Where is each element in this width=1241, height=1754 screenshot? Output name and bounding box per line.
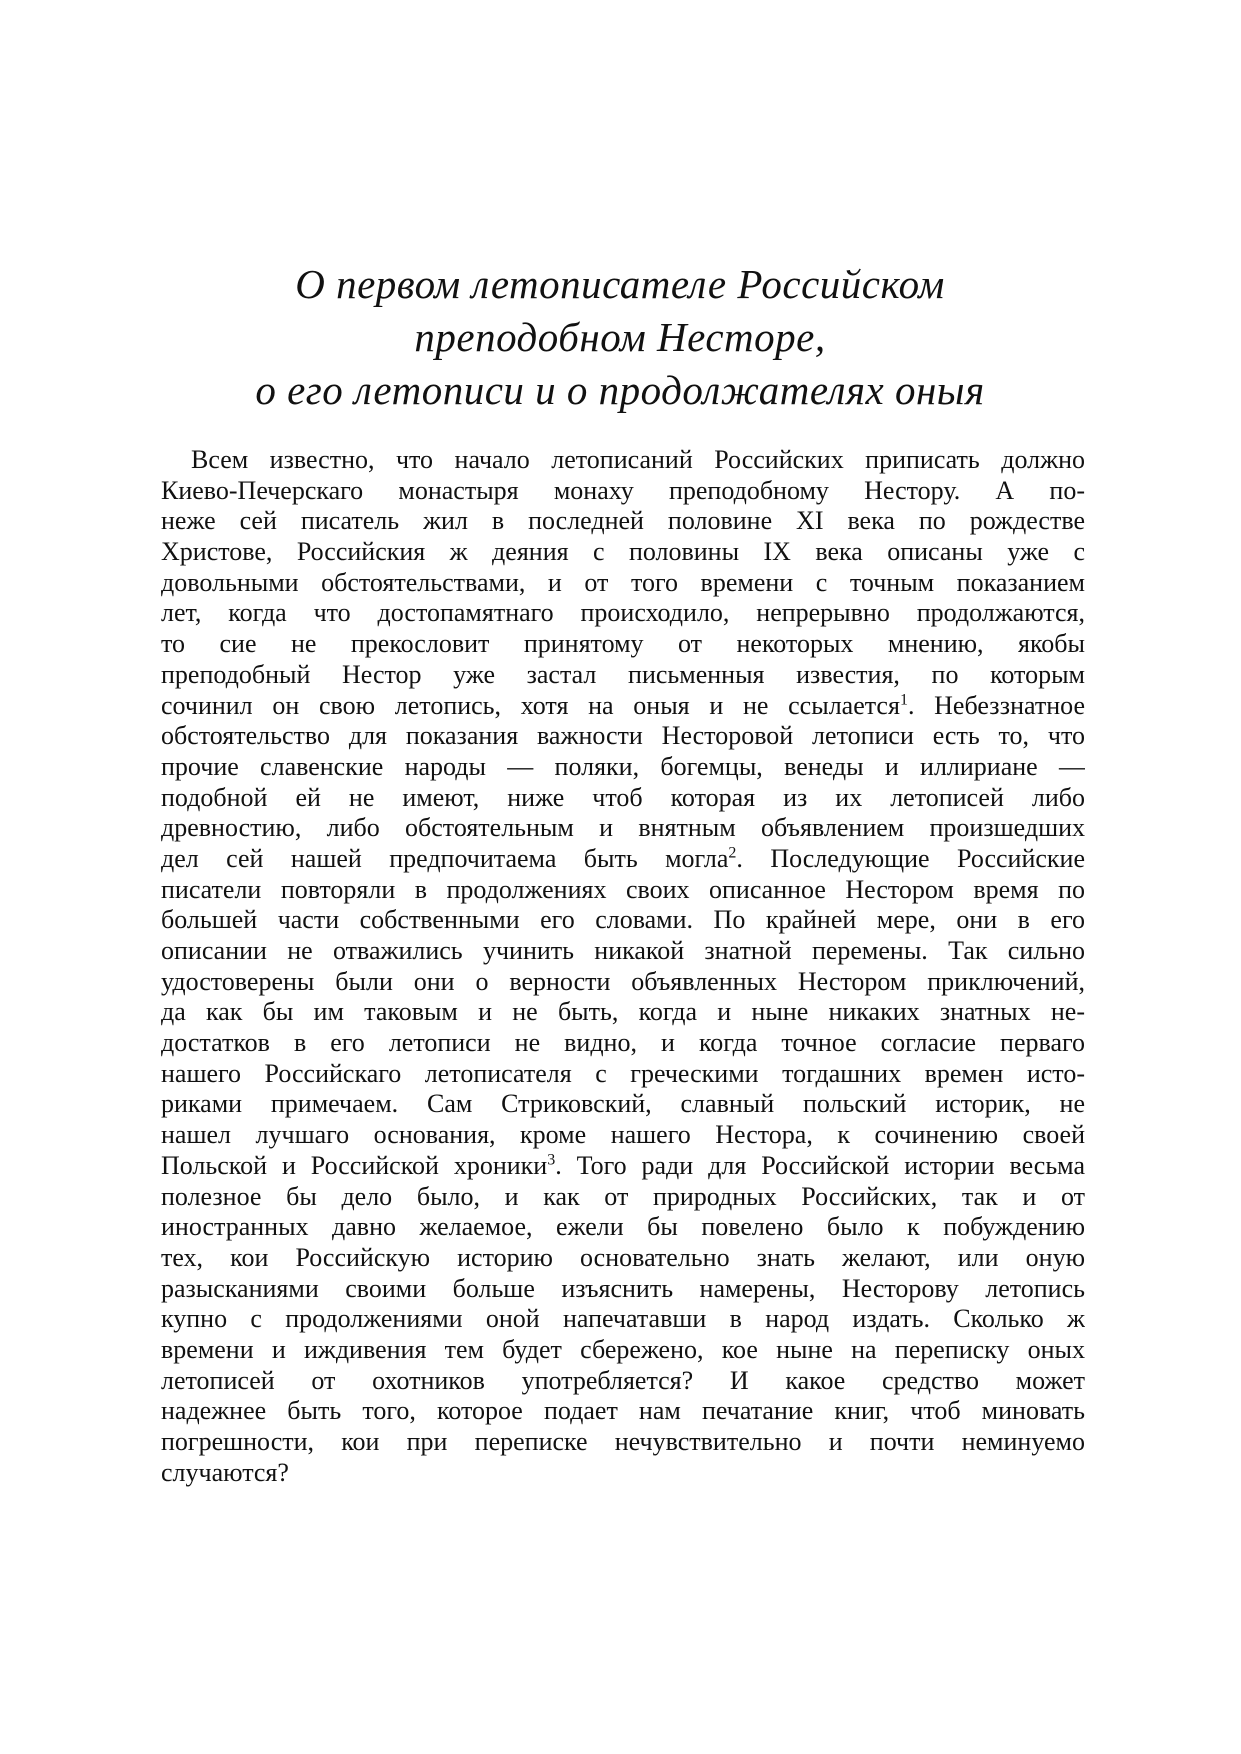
body-line: описании не отважились учинить никакой знатной перемены. Так сильно <box>161 936 1085 965</box>
body-line-text: дел сей нашей предпочитаема быть могла <box>161 843 729 873</box>
body-line-with-footnote-2 <box>161 844 1085 875</box>
body-line: писатели повторяли в продолжениях своих описанное Нестором время по <box>161 874 1085 904</box>
body-line-last: случаются? <box>161 1457 289 1487</box>
body-line: довольными обстоятельствами, и от того времени с точным показанием <box>161 567 1085 597</box>
footnote-mark-2[interactable]: 2 <box>728 844 737 862</box>
body-line-with-footnote-3 <box>161 1151 1085 1182</box>
body-line: риками примечаем. Сам Стриковский, славный польский историк, не <box>161 1089 1085 1119</box>
body-line-text: сочинил он свою летопись, хотя на оныя и не ссылается <box>161 690 900 720</box>
body-line: подобной ей не имеют, ниже чтоб которая из их летописей либо <box>161 782 1085 812</box>
footnote-mark-3[interactable]: 3 <box>547 1151 556 1169</box>
body-line: нашего Российскаго летописателя с греческими тогдашних времен исто- <box>161 1058 1085 1088</box>
body-line: Всем известно, что начало летописаний Российских приписать должно <box>191 445 1085 474</box>
body-line: погрешности, кои при переписке нечувствительно и почти неминуемо <box>161 1427 1085 1456</box>
body-line: преподобный Нестор уже застал письменныя известия, по которым <box>161 659 1085 689</box>
body-line-with-footnote-1 <box>161 691 1085 722</box>
body-line: надежнее быть того, которое подает нам печатание книг, чтоб миновать <box>161 1396 1085 1426</box>
title-line-2: преподобном Несторе, <box>414 314 826 360</box>
body-line: большей части собственными его словами. По крайней мере, они в его <box>161 905 1085 935</box>
body-line: летописей от охотников употребляется? И какое средство может <box>161 1365 1085 1395</box>
body-paragraph <box>161 445 1085 1488</box>
body-line: лет, когда что достопамятнаго происходило, непрерывно продолжаются, <box>161 598 1085 628</box>
body-line: неже сей писатель жил в последней половине XI века по рождестве <box>161 506 1085 536</box>
body-line-text: Польской и Российской хроники <box>161 1150 548 1180</box>
body-line: обстоятельство для показания важности Несторовой летописи есть то, что <box>161 721 1085 751</box>
body-line: удостоверены были они о верности объявленных Нестором приключений, <box>161 966 1085 996</box>
body-line-text: . Того ради для Российской истории весьма <box>555 1150 1085 1180</box>
body-line: то сие не прекословит принятому от некоторых мнению, якобы <box>161 629 1085 659</box>
body-line: нашел лучшаго основания, кроме нашего Нестора, к сочинению своей <box>161 1120 1085 1150</box>
body-line: купно с продолжениями оной напечатавши в народ издать. Сколько ж <box>161 1304 1085 1334</box>
body-line: да как бы им таковым и не быть, когда и ныне никаких знатных не- <box>161 997 1085 1027</box>
body-line-text: . Небеззнатное <box>907 690 1085 720</box>
body-line: разысканиями своими больше изъяснить намерены, Несторову летопись <box>161 1273 1085 1303</box>
body-line-text: . Последующие Российские <box>736 843 1085 873</box>
body-line: древностию, либо обстоятельным и внятным объявлением произшедших <box>161 813 1085 843</box>
title-line-3: о его летописи и о продолжателях оныя <box>255 367 985 413</box>
body-line: времени и иждивения тем будет сбережено, кое ныне на переписку оных <box>161 1334 1085 1364</box>
body-line: Киево-Печерскаго монастыря монаху преподобному Нестору. А по- <box>161 475 1085 505</box>
title-line-1: О первом летописателе Российском <box>295 261 945 307</box>
chapter-title <box>150 258 1090 417</box>
body-line: Христове, Российския ж деяния с половины IX века описаны уже с <box>161 537 1085 567</box>
body-line: иностранных давно желаемое, ежели бы повелено было к побуждению <box>161 1212 1085 1242</box>
footnote-mark-1[interactable]: 1 <box>899 690 908 708</box>
body-line: полезное бы дело было, и как от природных Российских, так и от <box>161 1181 1085 1211</box>
body-line: прочие славенские народы — поляки, богемцы, венеды и иллириане — <box>161 751 1085 781</box>
body-line: тех, кои Российскую историю основательно знать желают, или оную <box>161 1242 1085 1272</box>
body-line: достатков в его летописи не видно, и когда точное согласие перваго <box>161 1028 1085 1058</box>
